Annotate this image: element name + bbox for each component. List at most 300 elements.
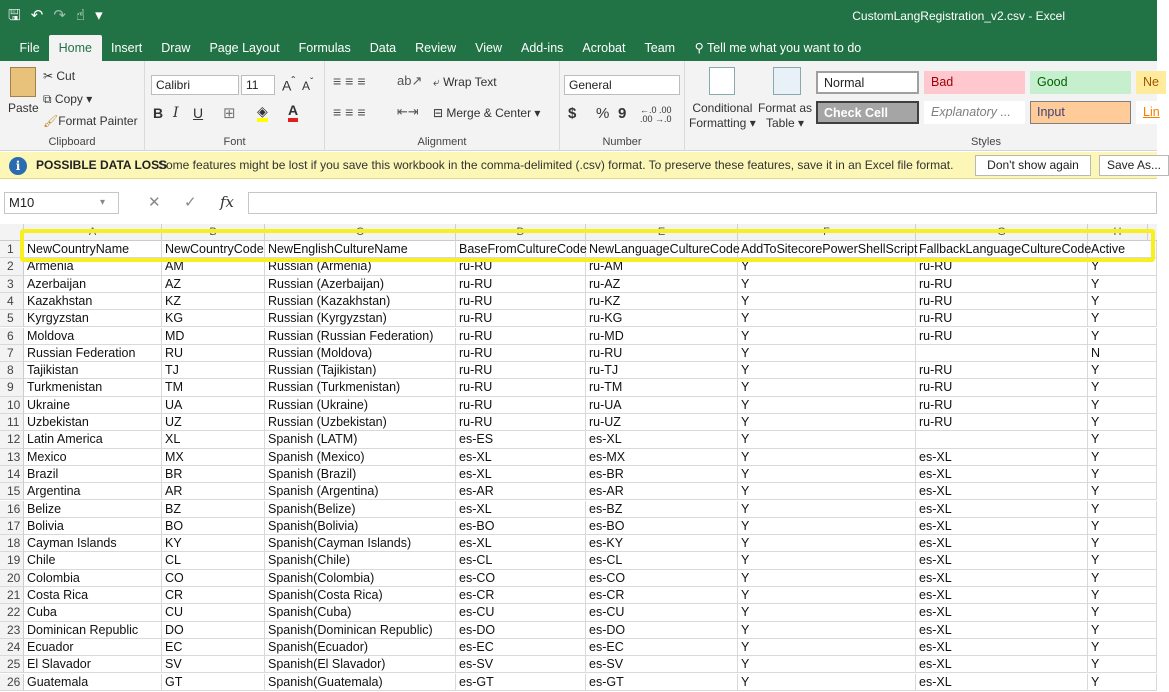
table-cell[interactable]: Y (738, 431, 916, 448)
table-cell[interactable]: Russian (Kyrgyzstan) (265, 310, 456, 327)
table-cell[interactable]: Ecuador (24, 639, 162, 656)
table-cell[interactable]: Argentina (24, 483, 162, 500)
table-cell[interactable]: Costa Rica (24, 587, 162, 604)
table-cell[interactable]: Armenia (24, 258, 162, 275)
increase-font-icon[interactable]: $A^ˆ$ (282, 75, 296, 94)
table-cell[interactable]: BR (162, 466, 265, 483)
cancel-icon[interactable]: ✕ (148, 194, 161, 211)
table-cell[interactable]: es-EC (586, 639, 738, 656)
insert-function-icon[interactable]: fx (220, 193, 235, 211)
table-cell[interactable]: Guatemala (24, 674, 162, 691)
table-cell[interactable]: Turkmenistan (24, 379, 162, 396)
table-cell[interactable] (916, 431, 1088, 448)
header-cell[interactable]: BaseFromCultureCode (456, 241, 586, 258)
row-number[interactable]: 18 (0, 535, 24, 552)
table-cell[interactable]: Y (1088, 379, 1157, 396)
table-cell[interactable]: Cayman Islands (24, 535, 162, 552)
formula-input[interactable] (248, 192, 1157, 214)
table-cell[interactable]: ru-AM (586, 258, 738, 275)
table-cell[interactable]: Y (738, 674, 916, 691)
table-cell[interactable]: es-ES (456, 431, 586, 448)
table-cell[interactable]: Y (1088, 276, 1157, 293)
orientation-icon[interactable]: ab↗ (397, 73, 423, 88)
decrease-font-icon[interactable]: $A^ˇ$ (302, 77, 314, 93)
table-cell[interactable]: es-CL (586, 552, 738, 569)
table-cell[interactable]: es-CO (456, 570, 586, 587)
table-cell[interactable]: Y (738, 310, 916, 327)
table-cell[interactable]: Bolivia (24, 518, 162, 535)
select-all-corner[interactable] (0, 224, 24, 241)
percent-button[interactable]: % (596, 105, 610, 122)
table-cell[interactable]: es-DO (586, 622, 738, 639)
table-cell[interactable]: ru-RU (456, 310, 586, 327)
table-cell[interactable]: Y (738, 622, 916, 639)
borders-icon[interactable]: ⊞ (223, 105, 236, 122)
table-cell[interactable]: Y (738, 501, 916, 518)
style-check-cell[interactable]: Check Cell (816, 101, 919, 124)
table-cell[interactable]: ru-UA (586, 397, 738, 414)
touch-mode-icon[interactable]: ☝ (75, 7, 86, 24)
table-cell[interactable]: Y (738, 293, 916, 310)
tab-file[interactable]: File (19, 41, 40, 55)
table-cell[interactable]: ru-TJ (586, 362, 738, 379)
style-bad[interactable]: Bad (924, 71, 1025, 94)
table-cell[interactable]: es-CU (586, 604, 738, 621)
row-number[interactable]: 7 (0, 345, 24, 362)
table-cell[interactable]: ru-RU (456, 276, 586, 293)
tab-view[interactable]: View (475, 41, 503, 55)
number-format-select[interactable]: General (564, 75, 680, 95)
table-cell[interactable]: ru-KG (586, 310, 738, 327)
table-cell[interactable]: Spanish (Mexico) (265, 449, 456, 466)
table-cell[interactable]: Y (738, 656, 916, 673)
customize-qat-icon[interactable]: ▾ (95, 7, 103, 24)
table-cell[interactable]: es-MX (586, 449, 738, 466)
table-cell[interactable]: ru-RU (916, 328, 1088, 345)
row-number[interactable]: 15 (0, 483, 24, 500)
table-cell[interactable]: Ukraine (24, 397, 162, 414)
column-header[interactable]: E (586, 224, 738, 241)
table-cell[interactable]: Spanish (LATM) (265, 431, 456, 448)
row-number[interactable]: 11 (0, 414, 24, 431)
header-cell[interactable]: FallbackLanguageCultureCode (916, 241, 1088, 258)
table-cell[interactable]: Azerbaijan (24, 276, 162, 293)
table-cell[interactable]: Spanish(Dominican Republic) (265, 622, 456, 639)
redo-icon[interactable]: ↷ (53, 7, 66, 24)
row-number[interactable]: 25 (0, 656, 24, 673)
table-cell[interactable]: ru-RU (456, 345, 586, 362)
row-number[interactable]: 16 (0, 501, 24, 518)
font-color-icon[interactable]: A (288, 103, 298, 122)
table-cell[interactable]: Y (738, 345, 916, 362)
undo-icon[interactable]: ↶ (30, 7, 44, 24)
table-cell[interactable]: Y (1088, 310, 1157, 327)
fill-color-icon[interactable]: ◈ (257, 104, 268, 122)
table-cell[interactable]: Y (738, 414, 916, 431)
table-cell[interactable]: Belize (24, 501, 162, 518)
table-cell[interactable]: Y (738, 362, 916, 379)
row-number[interactable]: 4 (0, 293, 24, 310)
table-cell[interactable]: Y (738, 587, 916, 604)
bold-button[interactable]: B (153, 105, 164, 121)
row-number[interactable]: 22 (0, 604, 24, 621)
enter-icon[interactable]: ✓ (184, 194, 197, 211)
table-cell[interactable]: Russian (Armenia) (265, 258, 456, 275)
chevron-down-icon[interactable]: ▾ (100, 197, 106, 208)
table-cell[interactable]: Y (1088, 431, 1157, 448)
table-cell[interactable]: ru-RU (456, 379, 586, 396)
table-cell[interactable]: Y (738, 258, 916, 275)
row-number[interactable]: 5 (0, 310, 24, 327)
table-cell[interactable]: Uzbekistan (24, 414, 162, 431)
header-cell[interactable]: NewCountryCode (162, 241, 265, 258)
row-number[interactable]: 19 (0, 552, 24, 569)
table-cell[interactable]: RU (162, 345, 265, 362)
tab-acrobat[interactable]: Acrobat (582, 41, 626, 55)
table-cell[interactable]: Y (1088, 362, 1157, 379)
table-cell[interactable]: Y (1088, 604, 1157, 621)
conditional-formatting-icon[interactable] (709, 67, 735, 95)
table-cell[interactable]: es-XL (456, 466, 586, 483)
table-cell[interactable]: DO (162, 622, 265, 639)
copy-button[interactable] (43, 92, 92, 107)
row-number[interactable]: 24 (0, 639, 24, 656)
table-cell[interactable]: Y (1088, 466, 1157, 483)
table-cell[interactable]: Russian (Russian Federation) (265, 328, 456, 345)
row-number[interactable]: 21 (0, 587, 24, 604)
table-cell[interactable]: Spanish (Argentina) (265, 483, 456, 500)
row-number[interactable]: 3 (0, 276, 24, 293)
row-number[interactable]: 12 (0, 431, 24, 448)
table-cell[interactable]: CR (162, 587, 265, 604)
table-cell[interactable]: Y (738, 483, 916, 500)
column-header[interactable]: F (738, 224, 916, 241)
column-header[interactable]: C (265, 224, 456, 241)
table-cell[interactable]: EC (162, 639, 265, 656)
table-cell[interactable]: es-XL (456, 501, 586, 518)
table-cell[interactable]: Y (738, 379, 916, 396)
table-cell[interactable]: AZ (162, 276, 265, 293)
table-cell[interactable]: Y (738, 328, 916, 345)
table-cell[interactable]: Russian (Ukraine) (265, 397, 456, 414)
table-cell[interactable]: es-XL (916, 656, 1088, 673)
underline-button[interactable]: U (193, 105, 204, 121)
table-cell[interactable]: es-XL (916, 552, 1088, 569)
table-cell[interactable]: El Slavador (24, 656, 162, 673)
column-header[interactable]: G (916, 224, 1088, 241)
table-cell[interactable]: es-XL (916, 535, 1088, 552)
table-cell[interactable]: Spanish(Costa Rica) (265, 587, 456, 604)
table-cell[interactable]: GT (162, 674, 265, 691)
table-cell[interactable]: Spanish (Brazil) (265, 466, 456, 483)
header-cell[interactable]: NewCountryName (24, 241, 162, 258)
horizontal-align-icons[interactable]: ≡≡≡ (333, 104, 370, 120)
table-cell[interactable]: SV (162, 656, 265, 673)
table-cell[interactable]: es-AR (586, 483, 738, 500)
font-size-select[interactable]: 11 (241, 75, 275, 95)
table-cell[interactable]: AM (162, 258, 265, 275)
indent-icons[interactable]: ⇤⇥ (397, 104, 419, 119)
table-cell[interactable]: KY (162, 535, 265, 552)
format-as-table-icon[interactable] (773, 67, 801, 95)
table-cell[interactable]: Russian (Azerbaijan) (265, 276, 456, 293)
table-cell[interactable]: Y (1088, 535, 1157, 552)
paste-button[interactable]: Paste (8, 101, 39, 115)
table-cell[interactable]: es-GT (456, 674, 586, 691)
table-cell[interactable]: es-SV (456, 656, 586, 673)
tab-review[interactable]: Review (415, 41, 457, 55)
table-cell[interactable]: es-XL (916, 674, 1088, 691)
table-cell[interactable]: es-DO (456, 622, 586, 639)
table-cell[interactable]: Mexico (24, 449, 162, 466)
wrap-text-button[interactable] (433, 75, 497, 90)
table-cell[interactable]: Russian (Uzbekistan) (265, 414, 456, 431)
table-cell[interactable]: es-CU (456, 604, 586, 621)
table-cell[interactable]: es-AR (456, 483, 586, 500)
table-cell[interactable]: es-XL (456, 449, 586, 466)
currency-button[interactable]: $ (568, 105, 577, 122)
table-cell[interactable]: Y (1088, 639, 1157, 656)
row-number[interactable]: 2 (0, 258, 24, 275)
table-cell[interactable]: ru-AZ (586, 276, 738, 293)
table-cell[interactable]: es-XL (916, 518, 1088, 535)
table-cell[interactable]: es-XL (916, 587, 1088, 604)
format-as-table-button[interactable]: Format as Table ▾ (758, 101, 813, 130)
format-painter-button[interactable] (43, 114, 138, 128)
table-cell[interactable]: ru-RU (456, 293, 586, 310)
header-cell[interactable]: Active (1088, 241, 1157, 258)
table-cell[interactable]: es-BO (586, 518, 738, 535)
table-cell[interactable]: es-GT (586, 674, 738, 691)
tab-draw[interactable]: Draw (161, 41, 191, 55)
table-cell[interactable]: CU (162, 604, 265, 621)
row-number[interactable]: 13 (0, 449, 24, 466)
table-cell[interactable]: BZ (162, 501, 265, 518)
table-cell[interactable]: ru-RU (916, 397, 1088, 414)
conditional-formatting-button[interactable]: Conditional Formatting ▾ (689, 101, 756, 130)
font-name-select[interactable]: Calibri (151, 75, 239, 95)
table-cell[interactable]: ru-RU (456, 397, 586, 414)
table-cell[interactable]: ru-RU (916, 276, 1088, 293)
table-cell[interactable]: Y (1088, 483, 1157, 500)
name-box[interactable]: M10 (4, 192, 119, 214)
table-cell[interactable]: ru-KZ (586, 293, 738, 310)
table-cell[interactable]: Russian (Moldova) (265, 345, 456, 362)
table-cell[interactable]: Y (1088, 587, 1157, 604)
table-cell[interactable]: Y (1088, 258, 1157, 275)
tab-data[interactable]: Data (369, 41, 397, 55)
table-cell[interactable]: ru-RU (456, 414, 586, 431)
table-cell[interactable]: es-CR (586, 587, 738, 604)
row-number[interactable]: 17 (0, 518, 24, 535)
table-cell[interactable]: CO (162, 570, 265, 587)
row-number[interactable]: 1 (0, 241, 24, 258)
table-cell[interactable]: MX (162, 449, 265, 466)
table-cell[interactable]: es-XL (916, 466, 1088, 483)
cut-button[interactable] (43, 69, 75, 83)
table-cell[interactable]: Y (738, 552, 916, 569)
table-cell[interactable]: MD (162, 328, 265, 345)
tab-team[interactable]: Team (644, 41, 676, 55)
row-number[interactable]: 14 (0, 466, 24, 483)
table-cell[interactable]: TJ (162, 362, 265, 379)
table-cell[interactable]: Kyrgyzstan (24, 310, 162, 327)
table-cell[interactable]: ru-RU (916, 362, 1088, 379)
style-explanatory[interactable]: Explanatory ... (924, 101, 1025, 124)
table-cell[interactable]: es-XL (916, 483, 1088, 500)
table-cell[interactable]: ru-RU (456, 258, 586, 275)
table-cell[interactable]: Y (1088, 328, 1157, 345)
vertical-align-icons[interactable]: ≡≡≡ (333, 73, 370, 89)
table-cell[interactable]: Spanish(Belize) (265, 501, 456, 518)
table-cell[interactable]: Y (1088, 518, 1157, 535)
row-number[interactable]: 26 (0, 674, 24, 691)
table-cell[interactable]: Russian (Tajikistan) (265, 362, 456, 379)
table-cell[interactable]: es-XL (586, 431, 738, 448)
column-header[interactable]: H (1088, 224, 1148, 241)
table-cell[interactable]: ru-RU (916, 310, 1088, 327)
table-cell[interactable]: es-SV (586, 656, 738, 673)
table-cell[interactable]: es-KY (586, 535, 738, 552)
table-cell[interactable]: Y (1088, 449, 1157, 466)
table-cell[interactable]: es-XL (916, 622, 1088, 639)
paste-icon[interactable] (10, 67, 36, 97)
italic-button[interactable]: I (173, 105, 179, 121)
table-cell[interactable]: Y (738, 570, 916, 587)
decimal-icons[interactable]: ←.0 .00 .00 →.0 (640, 105, 672, 124)
table-cell[interactable]: Chile (24, 552, 162, 569)
table-cell[interactable]: Spanish(Cuba) (265, 604, 456, 621)
merge-center-button[interactable] (433, 106, 540, 120)
table-cell[interactable]: Russian (Turkmenistan) (265, 379, 456, 396)
table-cell[interactable]: es-XL (916, 639, 1088, 656)
row-number[interactable]: 9 (0, 379, 24, 396)
table-cell[interactable]: Y (738, 604, 916, 621)
table-cell[interactable]: Y (738, 276, 916, 293)
row-number[interactable]: 10 (0, 397, 24, 414)
table-cell[interactable]: Colombia (24, 570, 162, 587)
table-cell[interactable]: Spanish(Chile) (265, 552, 456, 569)
tab-home[interactable]: Home (49, 35, 101, 61)
style-neutral[interactable]: Ne (1136, 71, 1166, 94)
table-cell[interactable]: AR (162, 483, 265, 500)
table-cell[interactable]: KG (162, 310, 265, 327)
table-cell[interactable]: es-XL (916, 570, 1088, 587)
table-cell[interactable]: es-CO (586, 570, 738, 587)
column-header[interactable]: A (24, 224, 162, 241)
tell-me-search[interactable] (695, 35, 862, 61)
row-number[interactable]: 8 (0, 362, 24, 379)
table-cell[interactable]: XL (162, 431, 265, 448)
table-cell[interactable]: ru-UZ (586, 414, 738, 431)
table-cell[interactable]: es-EC (456, 639, 586, 656)
table-cell[interactable]: es-BZ (586, 501, 738, 518)
save-as-button[interactable]: Save As... (1099, 155, 1169, 176)
table-cell[interactable]: Spanish(Ecuador) (265, 639, 456, 656)
table-cell[interactable]: Y (1088, 552, 1157, 569)
table-cell[interactable]: Kazakhstan (24, 293, 162, 310)
tab-page-layout[interactable]: Page Layout (209, 41, 280, 55)
table-cell[interactable]: TM (162, 379, 265, 396)
table-cell[interactable]: Y (1088, 414, 1157, 431)
table-cell[interactable]: es-BR (586, 466, 738, 483)
table-cell[interactable] (916, 345, 1088, 362)
table-cell[interactable]: CL (162, 552, 265, 569)
table-cell[interactable]: Latin America (24, 431, 162, 448)
row-number[interactable]: 6 (0, 328, 24, 345)
table-cell[interactable]: Y (738, 449, 916, 466)
style-normal[interactable]: Normal (816, 71, 919, 94)
table-cell[interactable]: Y (738, 466, 916, 483)
table-cell[interactable]: Y (1088, 656, 1157, 673)
save-icon[interactable]: 🖫 (8, 7, 21, 24)
table-cell[interactable]: Y (738, 535, 916, 552)
table-cell[interactable]: Spanish(Colombia) (265, 570, 456, 587)
style-input[interactable]: Input (1030, 101, 1131, 124)
table-cell[interactable]: UZ (162, 414, 265, 431)
row-number[interactable]: 23 (0, 622, 24, 639)
table-cell[interactable]: Y (1088, 293, 1157, 310)
header-cell[interactable]: NewEnglishCultureName (265, 241, 456, 258)
table-cell[interactable]: N (1088, 345, 1157, 362)
table-cell[interactable]: es-BO (456, 518, 586, 535)
table-cell[interactable]: Russian (Kazakhstan) (265, 293, 456, 310)
table-cell[interactable]: Dominican Republic (24, 622, 162, 639)
tab-insert[interactable]: Insert (111, 41, 143, 55)
table-cell[interactable]: Y (738, 639, 916, 656)
table-cell[interactable]: UA (162, 397, 265, 414)
table-cell[interactable]: es-CR (456, 587, 586, 604)
table-cell[interactable]: Y (1088, 570, 1157, 587)
table-cell[interactable]: KZ (162, 293, 265, 310)
row-number[interactable]: 20 (0, 570, 24, 587)
tab-add-ins[interactable]: Add-ins (521, 41, 564, 55)
table-cell[interactable]: Spanish(Bolivia) (265, 518, 456, 535)
table-cell[interactable]: Spanish(El Slavador) (265, 656, 456, 673)
table-cell[interactable]: Y (738, 518, 916, 535)
table-cell[interactable]: Y (738, 397, 916, 414)
table-cell[interactable]: ru-RU (456, 362, 586, 379)
table-cell[interactable]: Tajikistan (24, 362, 162, 379)
table-cell[interactable]: ru-RU (916, 293, 1088, 310)
table-cell[interactable]: ru-MD (586, 328, 738, 345)
table-cell[interactable]: ru-RU (586, 345, 738, 362)
table-cell[interactable]: es-XL (916, 604, 1088, 621)
table-cell[interactable]: Brazil (24, 466, 162, 483)
dont-show-again-button[interactable]: Don't show again (975, 155, 1091, 176)
table-cell[interactable]: Y (1088, 501, 1157, 518)
table-cell[interactable]: BO (162, 518, 265, 535)
table-cell[interactable]: Y (1088, 397, 1157, 414)
table-cell[interactable]: es-XL (916, 501, 1088, 518)
table-cell[interactable]: ru-RU (916, 258, 1088, 275)
table-cell[interactable]: Spanish(Guatemala) (265, 674, 456, 691)
table-cell[interactable]: Y (1088, 674, 1157, 691)
comma-button[interactable]: 9 (618, 105, 627, 122)
table-cell[interactable]: Russian Federation (24, 345, 162, 362)
table-cell[interactable]: es-CL (456, 552, 586, 569)
table-cell[interactable]: Y (1088, 622, 1157, 639)
table-cell[interactable]: ru-RU (456, 328, 586, 345)
table-cell[interactable]: Moldova (24, 328, 162, 345)
header-cell[interactable]: NewLanguageCultureCode (586, 241, 738, 258)
tab-formulas[interactable]: Formulas (298, 41, 351, 55)
table-cell[interactable]: Spanish(Cayman Islands) (265, 535, 456, 552)
table-cell[interactable]: es-XL (456, 535, 586, 552)
table-cell[interactable]: es-XL (916, 449, 1088, 466)
style-good[interactable]: Good (1030, 71, 1131, 94)
column-header[interactable]: D (456, 224, 586, 241)
